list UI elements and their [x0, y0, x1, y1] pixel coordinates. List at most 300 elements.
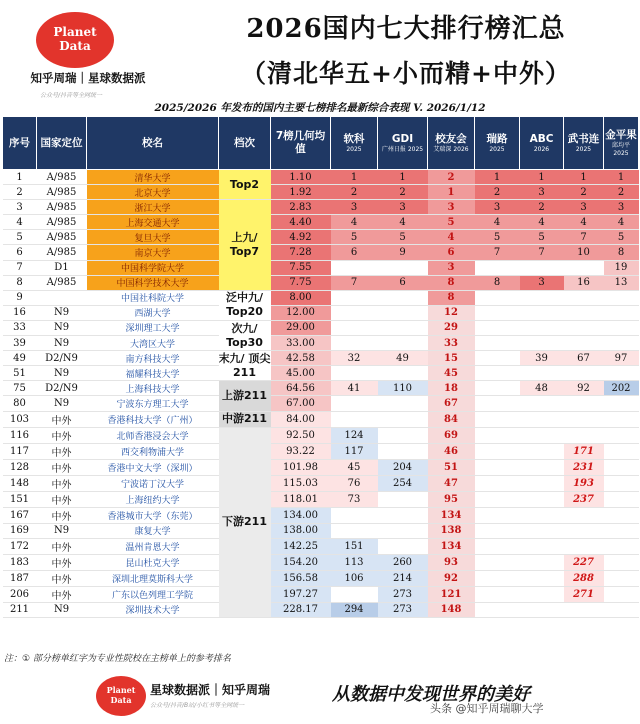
ranking-rk: 41 [331, 381, 378, 396]
ranking-rk: 294 [331, 602, 378, 617]
ranking-rl [475, 475, 520, 491]
table-row [3, 570, 639, 586]
ranking-abc: 7 [520, 245, 564, 260]
ranking-xyh: 51 [428, 459, 475, 475]
column-header [37, 117, 87, 170]
ranking-gdi [378, 491, 428, 507]
national-position: A/985 [37, 215, 87, 230]
table-row [3, 320, 639, 335]
national-position: N9 [37, 320, 87, 335]
school-name: 中国科学技术大学 [87, 275, 219, 290]
ranking-jpg [604, 538, 639, 554]
rank-number: 49 [3, 351, 37, 366]
table-row [3, 475, 639, 491]
column-header [331, 117, 378, 170]
ranking-rk: 151 [331, 538, 378, 554]
geometric-mean: 42.58 [271, 351, 331, 366]
ranking-abc [520, 366, 564, 381]
geometric-mean: 156.58 [271, 570, 331, 586]
national-position: D2/N9 [37, 351, 87, 366]
logo-text-1: Planet [53, 25, 97, 39]
ranking-rl [475, 305, 520, 320]
table-row [3, 290, 639, 305]
ranking-gdi: 254 [378, 475, 428, 491]
footer-logo-text-2: Data [110, 695, 132, 705]
ranking-gdi: 214 [378, 570, 428, 586]
geometric-mean: 67.00 [271, 396, 331, 411]
ranking-wsl [564, 427, 604, 443]
ranking-jpg [604, 290, 639, 305]
school-name: 香港科技大学（广州） [87, 411, 219, 427]
column-header-sub: 2026 [533, 145, 550, 153]
ranking-gdi: 204 [378, 459, 428, 475]
ranking-xyh: 47 [428, 475, 475, 491]
ranking-rk: 76 [331, 475, 378, 491]
column-header-label: 瑞路 [486, 132, 508, 145]
school-name: 广东以色列理工学院 [87, 586, 219, 602]
geometric-mean: 84.00 [271, 411, 331, 427]
ranking-jpg [604, 586, 639, 602]
page-subtitle: 2025/2026 年发布的国内主要七榜排名最新综合表现 V. 2026/1/12 [154, 102, 486, 114]
ranking-jpg [604, 602, 639, 617]
brand-name: 知乎周瑞｜星球数据派 [30, 71, 146, 85]
column-header [475, 117, 520, 170]
national-position: 中外 [37, 538, 87, 554]
ranking-gdi [378, 443, 428, 459]
rank-number: 8 [3, 275, 37, 290]
table-row [3, 427, 639, 443]
rank-number: 6 [3, 245, 37, 260]
table-row [3, 230, 639, 245]
ranking-wsl: 227 [564, 554, 604, 570]
school-name: 西湖大学 [87, 305, 219, 320]
ranking-gdi: 273 [378, 586, 428, 602]
ranking-rk [331, 411, 378, 427]
column-header [87, 117, 219, 170]
ranking-rk: 2 [331, 185, 378, 200]
table-row [3, 411, 639, 427]
school-name: 北师香港浸会大学 [87, 427, 219, 443]
column-header-label: 国家定位 [40, 136, 83, 149]
rank-number: 1 [3, 170, 37, 185]
ranking-xyh: 121 [428, 586, 475, 602]
column-header [271, 117, 331, 170]
national-position: N9 [37, 366, 87, 381]
rank-number: 3 [3, 200, 37, 215]
ranking-rl [475, 459, 520, 475]
school-name: 复旦大学 [87, 230, 219, 245]
national-position: D1 [37, 260, 87, 275]
column-header-label: 序号 [9, 136, 30, 149]
school-name: 南方科技大学 [87, 351, 219, 366]
ranking-wsl [564, 507, 604, 523]
national-position: 中外 [37, 459, 87, 475]
table-row [3, 554, 639, 570]
ranking-rk: 45 [331, 459, 378, 475]
ranking-rl [475, 443, 520, 459]
geometric-mean: 93.22 [271, 443, 331, 459]
column-header-label: GDI [391, 132, 414, 145]
ranking-rk [331, 507, 378, 523]
geometric-mean: 64.56 [271, 381, 331, 396]
national-position: 中外 [37, 507, 87, 523]
table-row [3, 396, 639, 411]
school-name: 宁波东方理工大学 [87, 396, 219, 411]
ranking-jpg [604, 491, 639, 507]
ranking-rk: 1 [331, 170, 378, 185]
school-name: 康复大学 [87, 523, 219, 538]
geometric-mean: 1.10 [271, 170, 331, 185]
school-name: 香港中文大学（深圳） [87, 459, 219, 475]
rank-number: 7 [3, 260, 37, 275]
ranking-xyh: 15 [428, 351, 475, 366]
table-row [3, 170, 639, 185]
geometric-mean: 154.20 [271, 554, 331, 570]
column-header [520, 117, 564, 170]
national-position: N9 [37, 396, 87, 411]
footer-logo-text-1: Planet [106, 685, 136, 695]
tier-label: 末九/ 顶尖211 [219, 351, 271, 381]
national-position: 中外 [37, 586, 87, 602]
ranking-wsl [564, 602, 604, 617]
geometric-mean: 101.98 [271, 459, 331, 475]
page-title: 2026国内七大排行榜汇总 [246, 14, 566, 44]
school-name: 昆山杜克大学 [87, 554, 219, 570]
ranking-abc [520, 260, 564, 275]
ranking-gdi: 1 [378, 170, 428, 185]
ranking-gdi: 4 [378, 215, 428, 230]
national-position: 中外 [37, 427, 87, 443]
national-position: 中外 [37, 491, 87, 507]
ranking-wsl: 67 [564, 351, 604, 366]
ranking-gdi [378, 507, 428, 523]
ranking-abc: 4 [520, 215, 564, 230]
geometric-mean: 8.00 [271, 290, 331, 305]
column-header-sub: 2025 [346, 145, 362, 153]
national-position: 中外 [37, 570, 87, 586]
rank-number: 5 [3, 230, 37, 245]
rank-number: 16 [3, 305, 37, 320]
ranking-rl: 8 [475, 275, 520, 290]
ranking-rk: 124 [331, 427, 378, 443]
column-header-label: 金平果 [605, 128, 637, 141]
ranking-wsl [564, 320, 604, 335]
table-row [3, 491, 639, 507]
national-position: A/985 [37, 245, 87, 260]
geometric-mean: 115.03 [271, 475, 331, 491]
ranking-abc [520, 538, 564, 554]
table-row [3, 215, 639, 230]
ranking-jpg [604, 305, 639, 320]
ranking-rl [475, 260, 520, 275]
school-name: 深圳理工大学 [87, 320, 219, 335]
ranking-jpg [604, 411, 639, 427]
ranking-gdi: 49 [378, 351, 428, 366]
rank-number: 128 [3, 459, 37, 475]
ranking-jpg: 202 [604, 381, 639, 396]
ranking-wsl [564, 523, 604, 538]
table-row [3, 602, 639, 617]
ranking-wsl: 2 [564, 185, 604, 200]
school-name: 中国社科院大学 [87, 290, 219, 305]
ranking-rk: 4 [331, 215, 378, 230]
ranking-gdi: 2 [378, 185, 428, 200]
rank-number: 51 [3, 366, 37, 381]
ranking-xyh: 2 [428, 170, 475, 185]
ranking-abc [520, 523, 564, 538]
ranking-xyh: 46 [428, 443, 475, 459]
geometric-mean: 142.25 [271, 538, 331, 554]
ranking-abc [520, 586, 564, 602]
rank-number: 75 [3, 381, 37, 396]
national-position: 中外 [37, 443, 87, 459]
national-position: 中外 [37, 411, 87, 427]
footer-slogan: 从数据中发现世界的美好 [332, 684, 530, 705]
table-row [3, 443, 639, 459]
rank-number: 80 [3, 396, 37, 411]
geometric-mean: 29.00 [271, 320, 331, 335]
ranking-abc [520, 570, 564, 586]
geometric-mean: 197.27 [271, 586, 331, 602]
ranking-rk [331, 260, 378, 275]
ranking-gdi [378, 366, 428, 381]
column-header [604, 117, 639, 170]
school-name: 大湾区大学 [87, 336, 219, 351]
geometric-mean: 228.17 [271, 602, 331, 617]
column-header-sub: 艾瑞深 2026 [433, 145, 469, 153]
table-row [3, 586, 639, 602]
ranking-abc: 3 [520, 275, 564, 290]
national-position: N9 [37, 336, 87, 351]
planet-data-logo [36, 12, 114, 68]
ranking-abc [520, 475, 564, 491]
ranking-xyh: 4 [428, 230, 475, 245]
ranking-gdi: 9 [378, 245, 428, 260]
ranking-wsl: 16 [564, 275, 604, 290]
ranking-abc [520, 459, 564, 475]
school-name: 西交利物浦大学 [87, 443, 219, 459]
ranking-gdi [378, 538, 428, 554]
ranking-rk [331, 290, 378, 305]
table-row [3, 459, 639, 475]
table-body [3, 170, 639, 618]
tier-label: 次九/ Top30 [219, 320, 271, 350]
rank-number: 2 [3, 185, 37, 200]
ranking-gdi [378, 305, 428, 320]
national-position: 中外 [37, 554, 87, 570]
ranking-xyh: 6 [428, 245, 475, 260]
national-position: N9 [37, 602, 87, 617]
rank-number: 39 [3, 336, 37, 351]
ranking-wsl [564, 396, 604, 411]
ranking-rl [475, 523, 520, 538]
ranking-xyh: 134 [428, 507, 475, 523]
table-row [3, 260, 639, 275]
ranking-rl [475, 602, 520, 617]
tier-label: 上九/ Top7 [219, 200, 271, 291]
ranking-wsl [564, 336, 604, 351]
national-position: 中外 [37, 475, 87, 491]
ranking-abc: 5 [520, 230, 564, 245]
ranking-abc [520, 507, 564, 523]
ranking-xyh: 45 [428, 366, 475, 381]
ranking-abc: 1 [520, 170, 564, 185]
ranking-xyh: 8 [428, 290, 475, 305]
column-header-sub: 2025 [575, 145, 592, 153]
school-name: 温州肯恩大学 [87, 538, 219, 554]
ranking-abc [520, 602, 564, 617]
ranking-rk: 32 [331, 351, 378, 366]
ranking-abc: 2 [520, 200, 564, 215]
column-header-sub: 邱均平 2025 [611, 141, 630, 157]
ranking-wsl [564, 538, 604, 554]
ranking-abc [520, 396, 564, 411]
national-position: N9 [37, 305, 87, 320]
ranking-rl: 3 [475, 200, 520, 215]
ranking-xyh: 33 [428, 336, 475, 351]
column-header-label: 校友会 [435, 132, 467, 145]
ranking-abc [520, 443, 564, 459]
ranking-gdi: 273 [378, 602, 428, 617]
column-header [564, 117, 604, 170]
ranking-jpg [604, 459, 639, 475]
page-title-line2: （清北华五+小而精+中外） [241, 59, 571, 88]
ranking-rl [475, 538, 520, 554]
ranking-xyh: 3 [428, 260, 475, 275]
table-row [3, 507, 639, 523]
tier-label: 上游211 [219, 381, 271, 411]
geometric-mean: 7.55 [271, 260, 331, 275]
ranking-rk [331, 523, 378, 538]
table-row [3, 523, 639, 538]
ranking-gdi [378, 320, 428, 335]
school-name: 南京大学 [87, 245, 219, 260]
national-position: A/985 [37, 200, 87, 215]
column-header [3, 117, 37, 170]
ranking-rk [331, 396, 378, 411]
school-name: 上海交通大学 [87, 215, 219, 230]
tier-label: Top2 [219, 170, 271, 200]
ranking-xyh: 3 [428, 200, 475, 215]
geometric-mean: 118.01 [271, 491, 331, 507]
ranking-jpg [604, 366, 639, 381]
ranking-wsl [564, 366, 604, 381]
ranking-abc [520, 336, 564, 351]
ranking-xyh: 12 [428, 305, 475, 320]
footer-brand: 星球数据派｜知乎周瑞 [150, 683, 271, 697]
ranking-rk: 113 [331, 554, 378, 570]
footnote: 注：① 部分榜单红字为专业性院校在主榜单上的参考排名 [4, 654, 231, 664]
footer-brand-subtext: 公众号/抖音/B站/小红书等全网统一 [150, 702, 245, 709]
rank-number: 169 [3, 523, 37, 538]
ranking-wsl: 92 [564, 381, 604, 396]
tier-label: 中游211 [219, 411, 271, 427]
ranking-rl [475, 570, 520, 586]
tier-label: 泛中九/ Top20 [219, 290, 271, 320]
ranking-xyh: 29 [428, 320, 475, 335]
rank-number: 187 [3, 570, 37, 586]
geometric-mean: 92.50 [271, 427, 331, 443]
national-position: A/985 [37, 170, 87, 185]
ranking-rk: 117 [331, 443, 378, 459]
ranking-jpg [604, 523, 639, 538]
ranking-jpg [604, 507, 639, 523]
ranking-rl [475, 507, 520, 523]
ranking-xyh: 92 [428, 570, 475, 586]
ranking-gdi [378, 523, 428, 538]
ranking-jpg: 1 [604, 170, 639, 185]
ranking-abc [520, 427, 564, 443]
brand-subtext: 公众号/抖音等全网统一 [40, 92, 103, 99]
school-name: 上海科技大学 [87, 381, 219, 396]
rank-number: 151 [3, 491, 37, 507]
geometric-mean: 45.00 [271, 366, 331, 381]
column-header-label: ABC [529, 132, 554, 145]
footer-watermark: 头条 @知乎周瑞聊大学 [430, 702, 544, 715]
column-header-sub: 广州日报 2025 [381, 145, 424, 153]
school-name: 北京大学 [87, 185, 219, 200]
ranking-xyh: 84 [428, 411, 475, 427]
ranking-rk [331, 366, 378, 381]
ranking-abc [520, 290, 564, 305]
ranking-abc [520, 554, 564, 570]
table-row [3, 538, 639, 554]
ranking-abc [520, 491, 564, 507]
column-header [219, 117, 271, 170]
ranking-gdi [378, 290, 428, 305]
table-row [3, 275, 639, 290]
national-position [37, 290, 87, 305]
ranking-gdi [378, 336, 428, 351]
ranking-wsl [564, 305, 604, 320]
ranking-rl [475, 336, 520, 351]
national-position: A/985 [37, 275, 87, 290]
ranking-jpg: 8 [604, 245, 639, 260]
rank-number: 206 [3, 586, 37, 602]
ranking-abc [520, 320, 564, 335]
ranking-rl: 2 [475, 185, 520, 200]
rank-number: 9 [3, 290, 37, 305]
ranking-rl [475, 411, 520, 427]
ranking-jpg: 5 [604, 230, 639, 245]
ranking-rl: 5 [475, 230, 520, 245]
ranking-wsl: 7 [564, 230, 604, 245]
rank-number: 211 [3, 602, 37, 617]
ranking-rk: 3 [331, 200, 378, 215]
ranking-xyh: 134 [428, 538, 475, 554]
national-position: D2/N9 [37, 381, 87, 396]
ranking-jpg [604, 396, 639, 411]
ranking-wsl: 1 [564, 170, 604, 185]
rank-number: 103 [3, 411, 37, 427]
rank-number: 116 [3, 427, 37, 443]
ranking-wsl: 271 [564, 586, 604, 602]
geometric-mean: 7.28 [271, 245, 331, 260]
ranking-xyh: 69 [428, 427, 475, 443]
table-header-row [3, 117, 639, 170]
rank-number: 33 [3, 320, 37, 335]
ranking-gdi: 3 [378, 200, 428, 215]
rank-number: 4 [3, 215, 37, 230]
table-row [3, 245, 639, 260]
school-name: 深圳技术大学 [87, 602, 219, 617]
ranking-wsl [564, 411, 604, 427]
geometric-mean: 7.75 [271, 275, 331, 290]
ranking-rl: 4 [475, 215, 520, 230]
footer-logo [96, 676, 146, 716]
table-row [3, 336, 639, 351]
column-header-label: 软科 [343, 132, 365, 145]
